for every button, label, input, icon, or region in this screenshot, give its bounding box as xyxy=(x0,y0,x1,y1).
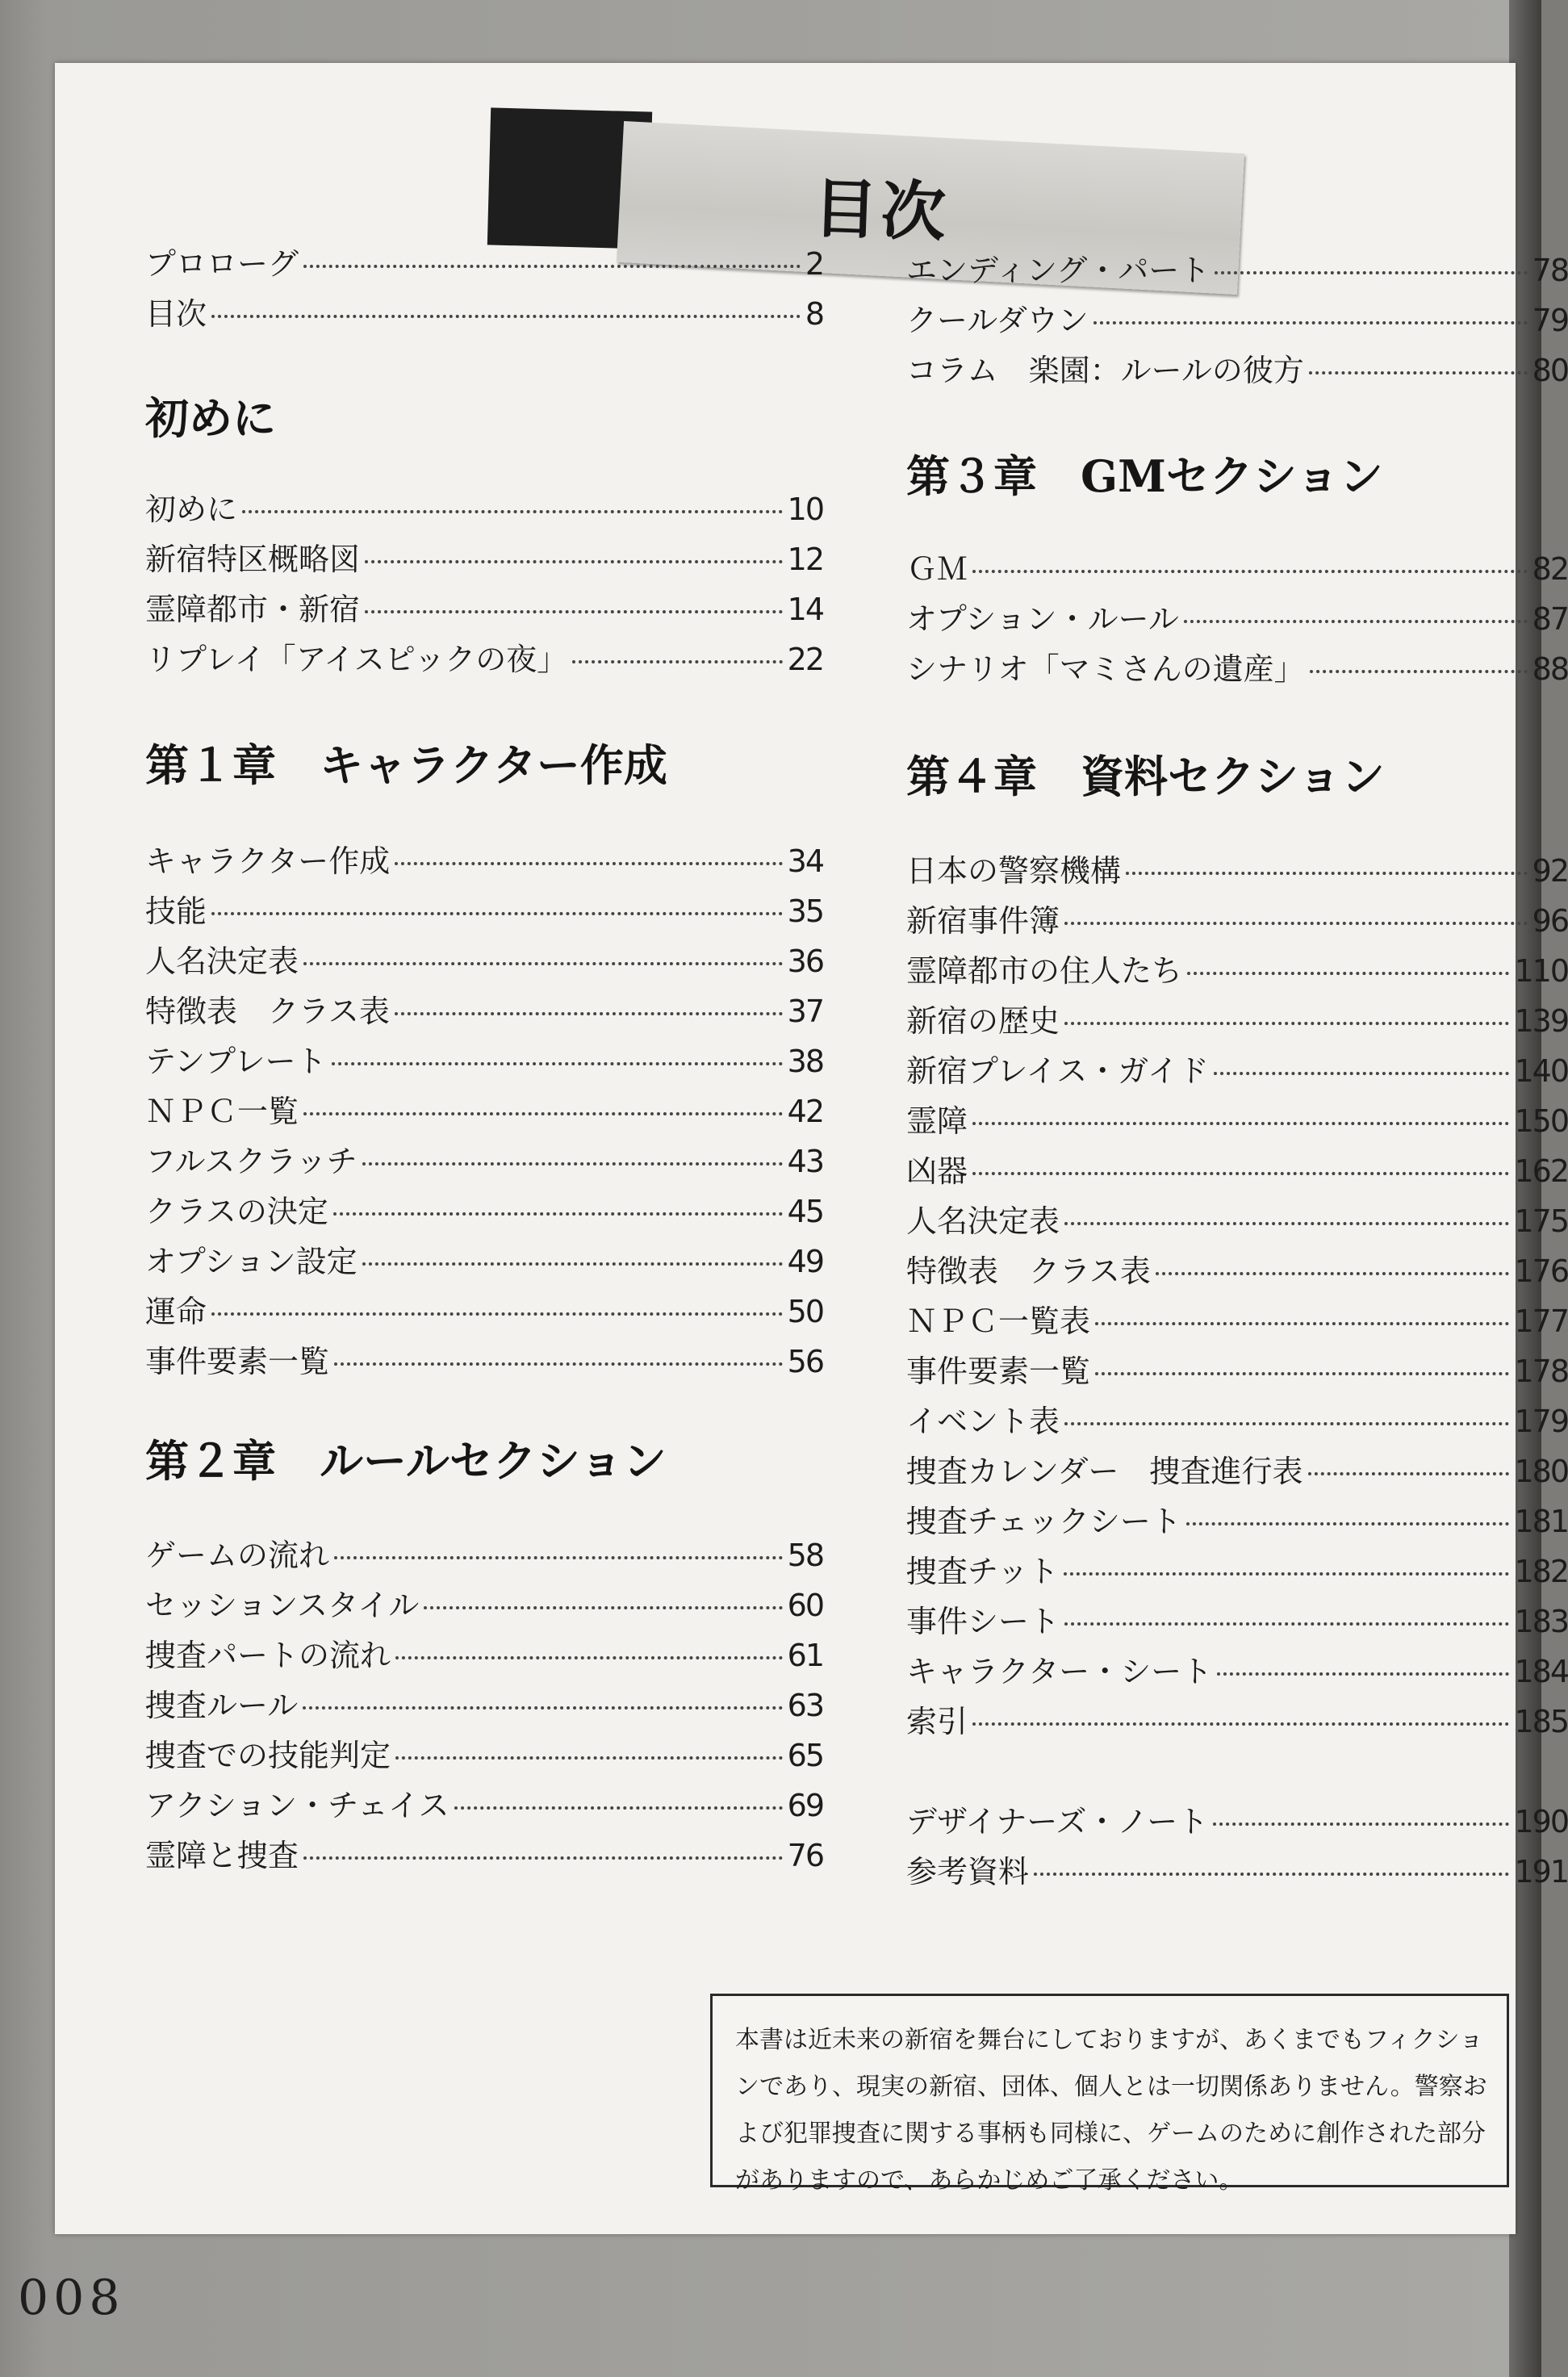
leader-dots xyxy=(303,962,783,965)
leader-dots xyxy=(303,1112,783,1115)
leader-dots xyxy=(1215,271,1527,274)
toc-label: 霊障 xyxy=(906,1103,968,1139)
toc-label: 人名決定表 xyxy=(906,1203,1060,1239)
toc-page: 162 xyxy=(1514,1153,1568,1189)
toc-page: 38 xyxy=(787,1044,823,1079)
toc-label: 捜査チェックシート xyxy=(906,1504,1181,1539)
leader-dots xyxy=(333,1212,783,1216)
leader-dots xyxy=(211,315,801,318)
toc-page: 178 xyxy=(1514,1354,1568,1389)
leader-dots xyxy=(395,1756,783,1760)
toc-page: 88 xyxy=(1532,651,1568,687)
toc-entry[interactable] xyxy=(906,1847,1568,1890)
toc-entry[interactable] xyxy=(145,289,823,333)
leader-dots xyxy=(211,912,783,915)
toc-entry[interactable] xyxy=(906,1146,1568,1190)
leader-dots xyxy=(362,1162,783,1165)
toc-entry[interactable] xyxy=(145,1086,823,1130)
toc-entry[interactable] xyxy=(145,836,823,880)
toc-label: ＧＭ xyxy=(906,551,968,587)
toc-label: 索引 xyxy=(906,1704,968,1739)
toc-entry[interactable] xyxy=(906,1196,1568,1240)
leader-dots xyxy=(1184,620,1528,623)
toc-label: キャラクター・シート xyxy=(906,1654,1213,1689)
toc-label: 新宿特区概略図 xyxy=(145,542,361,577)
toc-label: クールダウン xyxy=(906,303,1089,338)
toc-page: 22 xyxy=(787,642,823,677)
toc-entry[interactable] xyxy=(906,1597,1568,1640)
leader-dots xyxy=(1093,321,1528,324)
toc-label: ＮＰＣ一覧表 xyxy=(906,1304,1091,1339)
leader-dots xyxy=(362,1262,783,1266)
toc-label: 特徴表 クラス表 xyxy=(906,1253,1151,1289)
note-line: ンであり、現実の新宿、団体、個人とは一切関係ありません。警察お xyxy=(735,2073,1487,2101)
document-page xyxy=(55,63,1568,2234)
toc-entry[interactable] xyxy=(906,996,1568,1040)
leader-dots xyxy=(1064,1222,1509,1225)
leader-dots xyxy=(365,560,783,563)
toc-label: 新宿事件簿 xyxy=(906,903,1060,939)
toc-page: 179 xyxy=(1514,1404,1568,1439)
toc-entry[interactable] xyxy=(906,544,1568,588)
toc-entry[interactable] xyxy=(906,245,1568,289)
toc-entry[interactable] xyxy=(145,1337,823,1380)
toc-label: 新宿の歴史 xyxy=(906,1003,1060,1039)
toc-page: 176 xyxy=(1514,1253,1568,1289)
leader-dots xyxy=(334,1556,783,1559)
toc-label: 技能 xyxy=(145,893,207,929)
toc-label: 霊障都市の住人たち xyxy=(906,953,1183,989)
toc-page: 150 xyxy=(1514,1103,1568,1139)
toc-entry[interactable] xyxy=(145,1630,823,1674)
toc-page: 36 xyxy=(787,944,823,979)
toc-entry[interactable] xyxy=(145,936,823,980)
leader-dots xyxy=(303,265,801,268)
toc-entry[interactable] xyxy=(906,1046,1568,1090)
toc-page: 60 xyxy=(787,1588,823,1623)
toc-page: 34 xyxy=(787,843,823,879)
toc-entry[interactable] xyxy=(145,1831,823,1874)
toc-label: オプション・ルール xyxy=(906,601,1179,637)
toc-label: フルスクラッチ xyxy=(145,1144,358,1179)
toc-label: シナリオ「マミさんの遺産」 xyxy=(906,651,1305,687)
toc-label: 捜査チット xyxy=(906,1554,1059,1589)
toc-label: イベント表 xyxy=(906,1404,1060,1439)
leader-dots xyxy=(1126,872,1528,875)
toc-label: キャラクター作成 xyxy=(145,843,391,879)
toc-label: 特徴表 クラス表 xyxy=(145,994,390,1029)
toc-entry[interactable] xyxy=(145,584,823,628)
toc-label: プロローグ xyxy=(145,246,299,282)
leader-dots xyxy=(1156,1272,1510,1275)
leader-dots xyxy=(303,1856,783,1860)
toc-page: 190 xyxy=(1514,1804,1568,1839)
section-heading: 第２章 ルールセクション xyxy=(145,1435,667,1487)
toc-page: 50 xyxy=(787,1294,823,1329)
toc-label: セッションスタイル xyxy=(145,1588,420,1623)
toc-entry[interactable] xyxy=(906,295,1568,339)
note-line: よび犯罪捜査に関する事柄も同様に、ゲームのために創作された部分 xyxy=(735,2120,1486,2148)
toc-entry[interactable] xyxy=(145,886,823,930)
toc-label: 参考資料 xyxy=(906,1854,1030,1889)
leader-dots xyxy=(572,660,782,663)
leader-dots xyxy=(1213,1823,1509,1826)
toc-page: 10 xyxy=(787,492,823,527)
toc-entry[interactable] xyxy=(145,1136,823,1180)
toc-entry[interactable] xyxy=(145,239,823,282)
toc-label: 日本の警察機構 xyxy=(906,853,1122,889)
leader-dots xyxy=(972,1172,1509,1175)
toc-label: 事件シート xyxy=(906,1604,1060,1639)
leader-dots xyxy=(972,570,1528,573)
leader-dots xyxy=(211,1312,783,1316)
section-heading: 第３章 GMセクション xyxy=(906,450,1383,502)
toc-page: 82 xyxy=(1532,551,1568,587)
note-line: 本書は近未来の新宿を舞台にしておりますが、あくまでもフィクショ xyxy=(735,2026,1483,2054)
toc-label: 運命 xyxy=(145,1294,207,1329)
leader-dots xyxy=(1217,1672,1509,1676)
leader-dots xyxy=(454,1806,783,1810)
toc-entry[interactable] xyxy=(145,1680,823,1724)
toc-page: 43 xyxy=(787,1144,823,1179)
leader-dots xyxy=(1186,1522,1510,1525)
toc-page: 79 xyxy=(1532,303,1568,338)
toc-page: 65 xyxy=(787,1738,823,1773)
toc-entry[interactable] xyxy=(906,896,1568,940)
leader-dots xyxy=(1034,1873,1509,1876)
leader-dots xyxy=(1064,1022,1509,1025)
leader-dots xyxy=(972,1122,1509,1125)
toc-label: 捜査での技能判定 xyxy=(145,1738,391,1773)
toc-entry[interactable] xyxy=(145,1530,823,1574)
leader-dots xyxy=(1064,1572,1510,1576)
leader-dots xyxy=(395,862,782,865)
toc-page: 87 xyxy=(1532,601,1568,637)
toc-page: 49 xyxy=(787,1244,823,1279)
toc-page: 182 xyxy=(1514,1554,1568,1589)
toc-label: 目次 xyxy=(145,296,207,332)
toc-entry[interactable] xyxy=(906,1496,1568,1540)
section-heading: 第１章 キャラクター作成 xyxy=(145,739,667,791)
disclaimer-note xyxy=(710,1994,1509,2195)
toc-page: 181 xyxy=(1514,1504,1568,1539)
toc-page: 8 xyxy=(805,296,823,332)
toc-label: ＮＰＣ一覧 xyxy=(145,1094,299,1129)
toc-label: クラスの決定 xyxy=(145,1194,328,1229)
toc-page: 12 xyxy=(787,542,823,577)
toc-label: デザイナーズ・ノート xyxy=(906,1804,1209,1839)
toc-entry[interactable] xyxy=(906,1096,1568,1140)
toc-page: 139 xyxy=(1514,1003,1568,1039)
toc-entry[interactable] xyxy=(906,1797,1568,1840)
toc-page: 45 xyxy=(787,1194,823,1229)
toc-page: 78 xyxy=(1532,253,1568,288)
toc-entry[interactable] xyxy=(145,534,823,578)
toc-label: 捜査ルール xyxy=(145,1688,299,1723)
toc-entry[interactable] xyxy=(145,484,823,528)
toc-label: エンディング・パート xyxy=(906,253,1210,288)
leader-dots xyxy=(365,610,783,613)
toc-label: 新宿プレイス・ガイド xyxy=(906,1053,1210,1089)
toc-label: 霊障都市・新宿 xyxy=(145,592,361,627)
leader-dots xyxy=(1309,371,1528,375)
toc-entry[interactable] xyxy=(906,345,1568,389)
toc-entry[interactable] xyxy=(906,1546,1568,1590)
note-line: がありますので、あらかじめご了承ください。 xyxy=(735,2166,1244,2195)
toc-page: 184 xyxy=(1514,1654,1568,1689)
toc-entry[interactable] xyxy=(145,1287,823,1330)
toc-page: 63 xyxy=(787,1688,823,1723)
toc-entry[interactable] xyxy=(906,1647,1568,1690)
toc-page: 96 xyxy=(1532,903,1568,939)
toc-entry[interactable] xyxy=(145,986,823,1030)
toc-page: 177 xyxy=(1514,1304,1568,1339)
toc-entry[interactable] xyxy=(906,946,1568,990)
toc-page: 80 xyxy=(1532,353,1568,388)
toc-page: 191 xyxy=(1514,1854,1568,1889)
leader-dots xyxy=(424,1606,782,1609)
toc-page: 175 xyxy=(1514,1203,1568,1239)
toc-page: 140 xyxy=(1514,1053,1568,1089)
toc-label: 霊障と捜査 xyxy=(145,1838,299,1873)
leader-dots xyxy=(332,1062,783,1065)
leader-dots xyxy=(1095,1322,1509,1325)
toc-page: 61 xyxy=(787,1638,823,1673)
section-heading: 第４章 資料セクション xyxy=(906,751,1385,802)
toc-label: 捜査パートの流れ xyxy=(145,1638,391,1673)
toc-label: オプション設定 xyxy=(145,1244,358,1279)
toc-page: 14 xyxy=(787,592,823,627)
toc-entry[interactable] xyxy=(906,846,1568,889)
leader-dots xyxy=(1064,1622,1509,1626)
toc-label: リプレイ「アイスピックの夜」 xyxy=(145,642,568,677)
toc-entry[interactable] xyxy=(145,1580,823,1624)
toc-page: 69 xyxy=(787,1788,823,1823)
toc-label: 人名決定表 xyxy=(145,944,299,979)
toc-entry[interactable] xyxy=(906,1697,1568,1740)
leader-dots xyxy=(303,1706,782,1710)
toc-entry[interactable] xyxy=(906,1446,1568,1490)
leader-dots xyxy=(395,1656,783,1659)
leader-dots xyxy=(395,1012,783,1015)
leader-dots xyxy=(1310,670,1528,673)
toc-page: 37 xyxy=(787,994,823,1029)
leader-dots xyxy=(1308,1472,1510,1475)
leader-dots xyxy=(1214,1072,1509,1075)
toc-entry[interactable] xyxy=(906,1346,1568,1390)
leader-dots xyxy=(242,510,783,513)
toc-label: 事件要素一覧 xyxy=(145,1344,330,1379)
page-title: 目次 xyxy=(812,169,951,251)
toc-entry[interactable] xyxy=(145,1730,823,1774)
toc-entry[interactable] xyxy=(906,1296,1568,1340)
leader-dots xyxy=(1064,1422,1509,1425)
toc-page: 183 xyxy=(1514,1604,1568,1639)
toc-entry[interactable] xyxy=(145,1186,823,1230)
toc-label: 初めに xyxy=(145,492,238,527)
toc-entry[interactable] xyxy=(906,1396,1568,1440)
toc-page: 76 xyxy=(787,1838,823,1873)
section-heading: 初めに xyxy=(145,392,276,444)
toc-page: 42 xyxy=(787,1094,823,1129)
toc-entry[interactable] xyxy=(145,1237,823,1280)
leader-dots xyxy=(1064,922,1528,925)
toc-page: 185 xyxy=(1514,1704,1568,1739)
toc-label: アクション・チェイス xyxy=(145,1788,449,1823)
toc-page: 2 xyxy=(805,246,823,282)
toc-page: 56 xyxy=(787,1344,823,1379)
leader-dots xyxy=(972,1722,1509,1726)
toc-label: 捜査カレンダー 捜査進行表 xyxy=(906,1454,1303,1489)
toc-page: 58 xyxy=(787,1538,823,1573)
toc-page: 92 xyxy=(1532,853,1568,889)
toc-entry[interactable] xyxy=(145,1781,823,1824)
leader-dots xyxy=(334,1362,783,1366)
toc-entry[interactable] xyxy=(145,634,823,678)
toc-label: 凶器 xyxy=(906,1153,968,1189)
toc-entry[interactable] xyxy=(906,644,1568,688)
toc-page: 180 xyxy=(1514,1454,1568,1489)
toc-entry[interactable] xyxy=(906,594,1568,638)
toc-entry[interactable] xyxy=(906,1246,1568,1290)
toc-page: 110 xyxy=(1514,953,1568,989)
toc-entry[interactable] xyxy=(145,1036,823,1080)
toc-page: 35 xyxy=(787,893,823,929)
leader-dots xyxy=(1095,1372,1509,1375)
toc-label: ゲームの流れ xyxy=(145,1538,330,1573)
page-number: 008 xyxy=(18,2270,125,2326)
leader-dots xyxy=(1187,972,1509,975)
toc-label: テンプレート xyxy=(145,1044,327,1079)
toc-label: コラム 楽園：ルールの彼方 xyxy=(906,353,1304,388)
toc-label: 事件要素一覧 xyxy=(906,1354,1091,1389)
